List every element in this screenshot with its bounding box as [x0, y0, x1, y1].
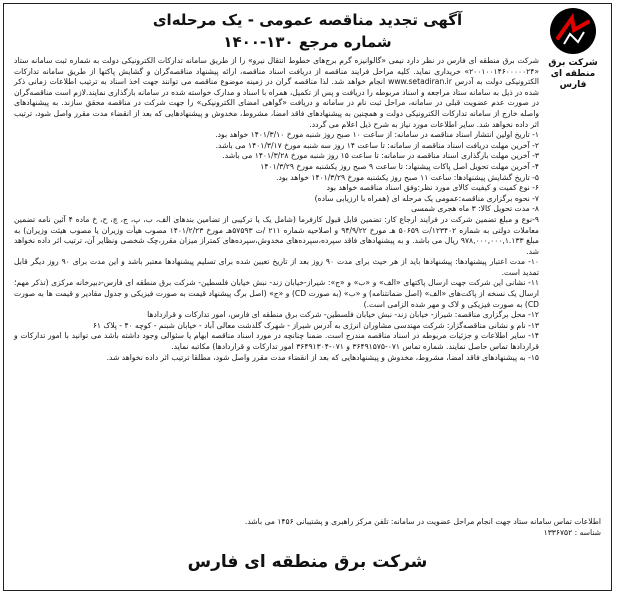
item-14: ۱۴- سایر اطلاعات و جزئیات مربوطه در اسناد مناقصه مندرج است. ضمنا چنانچه در مورد اسناد مناقصه ابهام یا سئوالی وجود داشته باشد می توانید با امور تدارکات و قراردادها تماس حاصل نمایند. شماره تماس ۰۷۱-۳۶۴۹۱۵۷۵ و ۰۷۱-۳۶۴۹۱۳۰۴ امور تدارکات و قراردادها) مکاتبه نماید.: [14, 331, 539, 352]
item-4: ۴- آخرین مهلت تحویل اصل پاکات پیشنهاد: تا ساعت ۹ صبح روز یکشنبه مورخ ۱۴۰۱/۳/۲۹: [260, 161, 539, 171]
power-tower-icon: [550, 8, 596, 54]
item-1: ۱- تاریخ اولین انتشار اسناد مناقصه در سامانه: از ساعت ۱۰ صبح روز شنبه مورخ ۱۴۰۱/۳/۱۰ خواهد بود.: [215, 130, 539, 140]
company-logo: [543, 8, 603, 96]
logo-caption-line1: شرکت برق: [548, 58, 598, 68]
item-9: ۹-نوع و مبلغ تضمین شرکت در فرایند ارجاع کار: تضمین قابل قبول کارفرما (شامل یک یا ترکیبی از تضامین بندهای الف، ب، پ، ج، چ، ح، خ ماده ۴ آئین نامه تضمین معاملات دولتی به شماره ۱۲۳۴۰۲/ت ۵۰۶۵۹ هـ مورخ ۹۴/۹/۲۲ و اصلاحیه شماره ۲۱۱ /ت ۵۷۵۹۳هـ مورخ ۱۴۰۱/۲/۲۳ مصوب هیأت وزیران یا مصوب هیئت وزیران) به مبلغ ۹۷۸,۰۰۰,۰۰۰,۱.۱۳۳ ریال می باشد. و به پیشنهادهای فاقد سپرده،سپرده‌های مخدوش،سپرده‌های کمتراز میزان مقرر،چک شخصی ونظایر آن، ترتیب اثر داده نخواهد شد.: [14, 214, 540, 256]
tender-notice: [3, 3, 612, 591]
notice-body: [14, 56, 539, 363]
item-12: ۱۲- محل برگزاری مناقصه: شیراز- خیابان زند- نبش خیابان فلسطین- شرکت برق منطقه ای فارس، امور تدارکات و قراردادها: [147, 310, 539, 320]
item-5: ۵- تاریخ گشایش پیشنهادها: ساعت ۱۱ صبح روز یکشنبه مورخ ۱۴۰۱/۳/۲۹ خواهد بود.: [276, 172, 539, 182]
item-11: ۱۱- نشانی این شرکت جهت ارسال پاکتهای «الف» و «ب» و «ج»: شیراز-خیابان زند- نبش خیابان فلسطین- شرکت برق منطقه ای فارس-دبیرخانه مرکزی (تذکر مهم؛ ارسال یک نسخه از پاکت‌های «الف» (اصل ضمانتنامه) و «ب» (به صورت CD) و «ج» (اصل برگ پیشنهاد قیمت به صورت فیزیکی و جدول مقادیر و قیمت ها به صورت CD) به صورت فیزیکی و لاک و مهر شده الزامی است.): [14, 278, 539, 309]
item-15: ۱۵- به پیشنهادهای فاقد امضا، مشروط، مخدوش و پیشنهادهایی که بعد از انقضاء مدت مقرر واصل شود، مطلقا ترتیب اثر داده نخواهد شد.: [106, 352, 539, 362]
item-3: ۳- آخرین مهلت بارگذاری اسناد مناقصه در سامانه: تا ساعت ۱۵ روز شنبه مورخ ۱۴۰۱/۳/۲۸ می باشد.: [222, 151, 539, 161]
notice-id: شناسه : ۱۳۳۶۷۵۲: [543, 528, 601, 537]
notice-title: آگهی تجدید مناقصه عمومی - یک مرحله‌ای: [152, 11, 463, 29]
item-10: ۱۰- مدت اعتبار پیشنهادها: پیشنهادها باید از هر حیث برای مدت ۹۰ روز بعد از تاریخ تعیین شده برای تسلیم پیشنهادها معتبر باشد و این مدت برای ۹۰ روز دیگر قابل تمدید است.: [14, 257, 539, 277]
notice-reference: شماره مرجع ۱۳۰-۱۴۰۰: [223, 33, 392, 51]
item-7: ۷- نحوه برگزاری مناقصه:عمومی یک مرحله ای (همراه با ارزیابی ساده): [314, 193, 539, 203]
item-6: ۶- نوع کمیت و کیفیت کالای مورد نظر:وفق اسناد مناقصه خواهد بود: [326, 183, 539, 193]
company-signature: شرکت برق منطقه ای فارس: [187, 552, 428, 572]
intro-paragraph: شرکت برق منطقه ای فارس در نظر دارد نیمی «گالوانیزه گرم برج‌های خطوط انتقال نیرو» را از طریق سامانه تدارکات الکترونیکی دولت به شماره ثبت سامانه ستاد «۲۰۰۱۰۰۱۴۶۰۰۰۰۰۲۴» خریداری نماید. کلیه مراحل فرایند مناقصه از دریافت اسناد مناقصه، ارائه پیشنهاد مناقصه‌گران و گشایش پاکتها از طریق سامانه تدارکات الکترونیکی دولت به آدرس www.setadiran.ir انجام خواهد شد. لذا مناقصه گران در زمینه موضوع مناقصه می توانند جهت اخذ اسناد به ترتیب اطلاعات زمانی ذکر شده در ذیل به سامانه ستاد مراجعه و اسناد مربوطه را دریافت و پس از تکمیل، همراه با اسناد و مدارک خواسته شده در سامانه بارگذاری نمایند.لازم است مناقصه‌گران در صورت عدم عضویت قبلی در سامانه، مراحل ثبت نام در سامانه و دریافت «گواهی امضای الکترونیکی» را جهت شرکت در مناقصه محقق سازند. به پیشنهادهای واصله خارج از سامانه تدارکات الکترونیکی دولت و همچنین به پیشنهادهای فاقد امضا، مشروط، مخدوش و پیشنهادهایی که بعد از انقضاء مدت مقرر واصل شود، ترتیب اثر داده نخواهد شد. سایر اطلاعات مورد نیاز به شرح ذیل اعلام می گردد.: [14, 56, 539, 129]
contact-info: اطلاعات تماس سامانه ستاد جهت انجام مراحل عضویت در سامانه: تلفن مرکز راهبری و پشتیبانی ۱۴۵۶ می باشد.: [244, 517, 601, 526]
logo-caption-line2: منطقه ای فارس: [550, 69, 596, 90]
item-2: ۲- آخرین مهلت دریافت اسناد مناقصه از سامانه: تا ساعت ۱۴ روز سه شنبه مورخ ۱۴۰۱/۳/۱۷ می باشد.: [215, 140, 539, 150]
item-13: ۱۳- نام و نشانی مناقصه‌گزار: شرکت مهندسی مشاوران انرژی به آدرس شیراز - شهرک گلدشت معالی آباد - خیابان شبنم - کوچه ۴۰ - پلاک ۶۱: [92, 320, 539, 330]
footer-meta: [14, 516, 601, 538]
item-8: ۸- مدت تحویل کالا: ۳ ماه هجری شمسی: [411, 204, 539, 214]
